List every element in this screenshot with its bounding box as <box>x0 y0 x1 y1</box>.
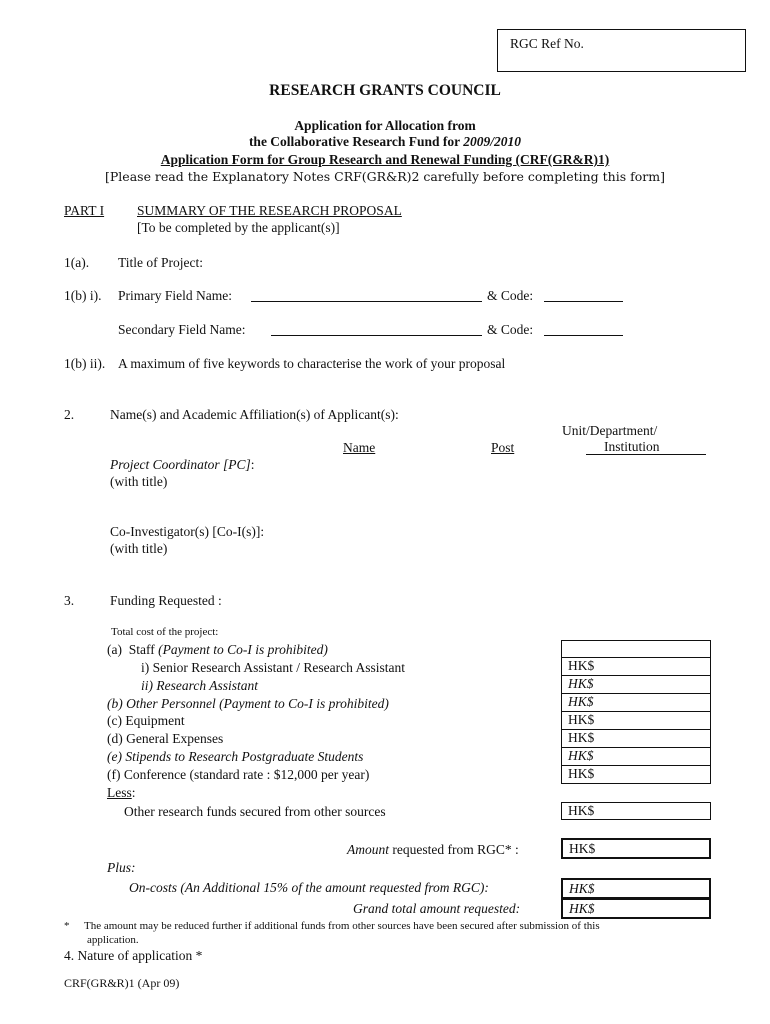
footnote-line-1: The amount may be reduced further if additional funds from other sources have been secured after submission of this <box>84 920 600 932</box>
council-title: RESEARCH GRANTS COUNCIL <box>269 82 501 99</box>
primary-code-label: & Code: <box>487 288 534 303</box>
item-staff: (a) Staff (Payment to Co-I is prohibited) <box>107 642 328 657</box>
coi-with-title: (with title) <box>110 541 168 556</box>
part-title: SUMMARY OF THE RESEARCH PROPOSAL <box>137 203 402 218</box>
primary-code-input[interactable] <box>544 289 623 302</box>
secondary-code-label: & Code: <box>487 322 534 337</box>
item-senior-ra: i) Senior Research Assistant / Research Assistant <box>141 660 405 675</box>
q1a-number: 1(a). <box>64 255 90 270</box>
senior-ra-amount-cell[interactable]: HK$ <box>561 658 711 676</box>
secondary-field-label: Secondary Field Name: <box>118 322 246 337</box>
staff-amount-cell[interactable] <box>561 640 711 658</box>
pc-with-title: (with title) <box>110 474 168 489</box>
q1a-label: Title of Project: <box>118 255 204 270</box>
other-funds-label: Other research funds secured from other sources <box>124 804 386 819</box>
footnote-star: * <box>64 920 70 932</box>
oncosts-amount-cell[interactable]: HK$ <box>561 878 711 899</box>
q4-label: 4. Nature of application * <box>64 948 203 963</box>
item-other-personnel: (b) Other Personnel (Payment to Co-I is prohibited) <box>107 696 389 711</box>
header-line-1: Application for Allocation from <box>294 118 476 133</box>
equipment-amount-cell[interactable]: HK$ <box>561 712 711 730</box>
primary-field-input[interactable] <box>251 289 482 302</box>
form-code: CRF(GR&R)1 (Apr 09) <box>64 976 180 990</box>
coi-label: Co-Investigator(s) [Co-I(s)]: <box>110 524 265 539</box>
header-form-title: Application Form for Group Research and Renewal Funding (CRF(GR&R)1) <box>160 152 610 167</box>
col-post: Post <box>491 440 515 455</box>
other-personnel-amount-cell[interactable]: HK$ <box>561 694 711 712</box>
secondary-field-input[interactable] <box>271 323 482 336</box>
part-label: PART I <box>64 203 105 218</box>
item-equipment: (c) Equipment <box>107 713 185 728</box>
header-instructions: [Please read the Explanatory Notes CRF(GR&R)2 carefully before completing this form] <box>105 169 665 184</box>
grand-total-amount-cell[interactable]: HK$ <box>561 898 711 919</box>
other-funds-amount-cell[interactable]: HK$ <box>561 802 711 820</box>
secondary-code-input[interactable] <box>544 323 623 336</box>
item-ra: ii) Research Assistant <box>141 678 258 693</box>
item-conference: (f) Conference (standard rate : $12,000 per year) <box>107 767 370 782</box>
q3-number: 3. <box>64 593 75 608</box>
amount-requested-cell[interactable]: HK$ <box>561 838 711 859</box>
pc-label: Project Coordinator [PC]: <box>110 457 255 472</box>
less-label: Less: <box>107 785 136 800</box>
amount-requested-label: Amount requested from RGC* : <box>347 842 519 857</box>
oncosts-label: On-costs (An Additional 15% of the amount requested from RGC): <box>129 880 489 895</box>
q1bi-number: 1(b) i). <box>64 288 102 303</box>
plus-label: Plus: <box>107 860 136 875</box>
header-year: 2009/2010 <box>463 134 522 149</box>
footnote-line-2: application. <box>87 934 139 946</box>
item-general-expenses: (d) General Expenses <box>107 731 224 746</box>
stipends-amount-cell[interactable]: HK$ <box>561 748 711 766</box>
item-stipends: (e) Stipends to Research Postgraduate Students <box>107 749 364 764</box>
conference-amount-cell[interactable]: HK$ <box>561 766 711 784</box>
q1bii-number: 1(b) ii). <box>64 356 106 371</box>
general-expenses-amount-cell[interactable]: HK$ <box>561 730 711 748</box>
col-institution: Institution <box>586 440 706 455</box>
primary-field-label: Primary Field Name: <box>118 288 232 303</box>
part-subtitle: [To be completed by the applicant(s)] <box>137 220 340 235</box>
funding-label: Funding Requested : <box>110 593 222 608</box>
header-line-2: the Collaborative Research Fund for 2009/2010 <box>248 134 522 149</box>
col-unit-line1: Unit/Department/ <box>562 423 658 438</box>
q2-number: 2. <box>64 407 75 422</box>
applicants-label: Name(s) and Academic Affiliation(s) of Applicant(s): <box>110 407 399 422</box>
grand-total-label: Grand total amount requested: <box>353 901 521 916</box>
rgc-ref-label: RGC Ref No. <box>510 36 584 51</box>
total-cost-label: Total cost of the project: <box>111 626 219 638</box>
col-name: Name <box>343 440 376 455</box>
ra-amount-cell[interactable]: HK$ <box>561 676 711 694</box>
keywords-label: A maximum of five keywords to characterise the work of your proposal <box>118 356 506 371</box>
